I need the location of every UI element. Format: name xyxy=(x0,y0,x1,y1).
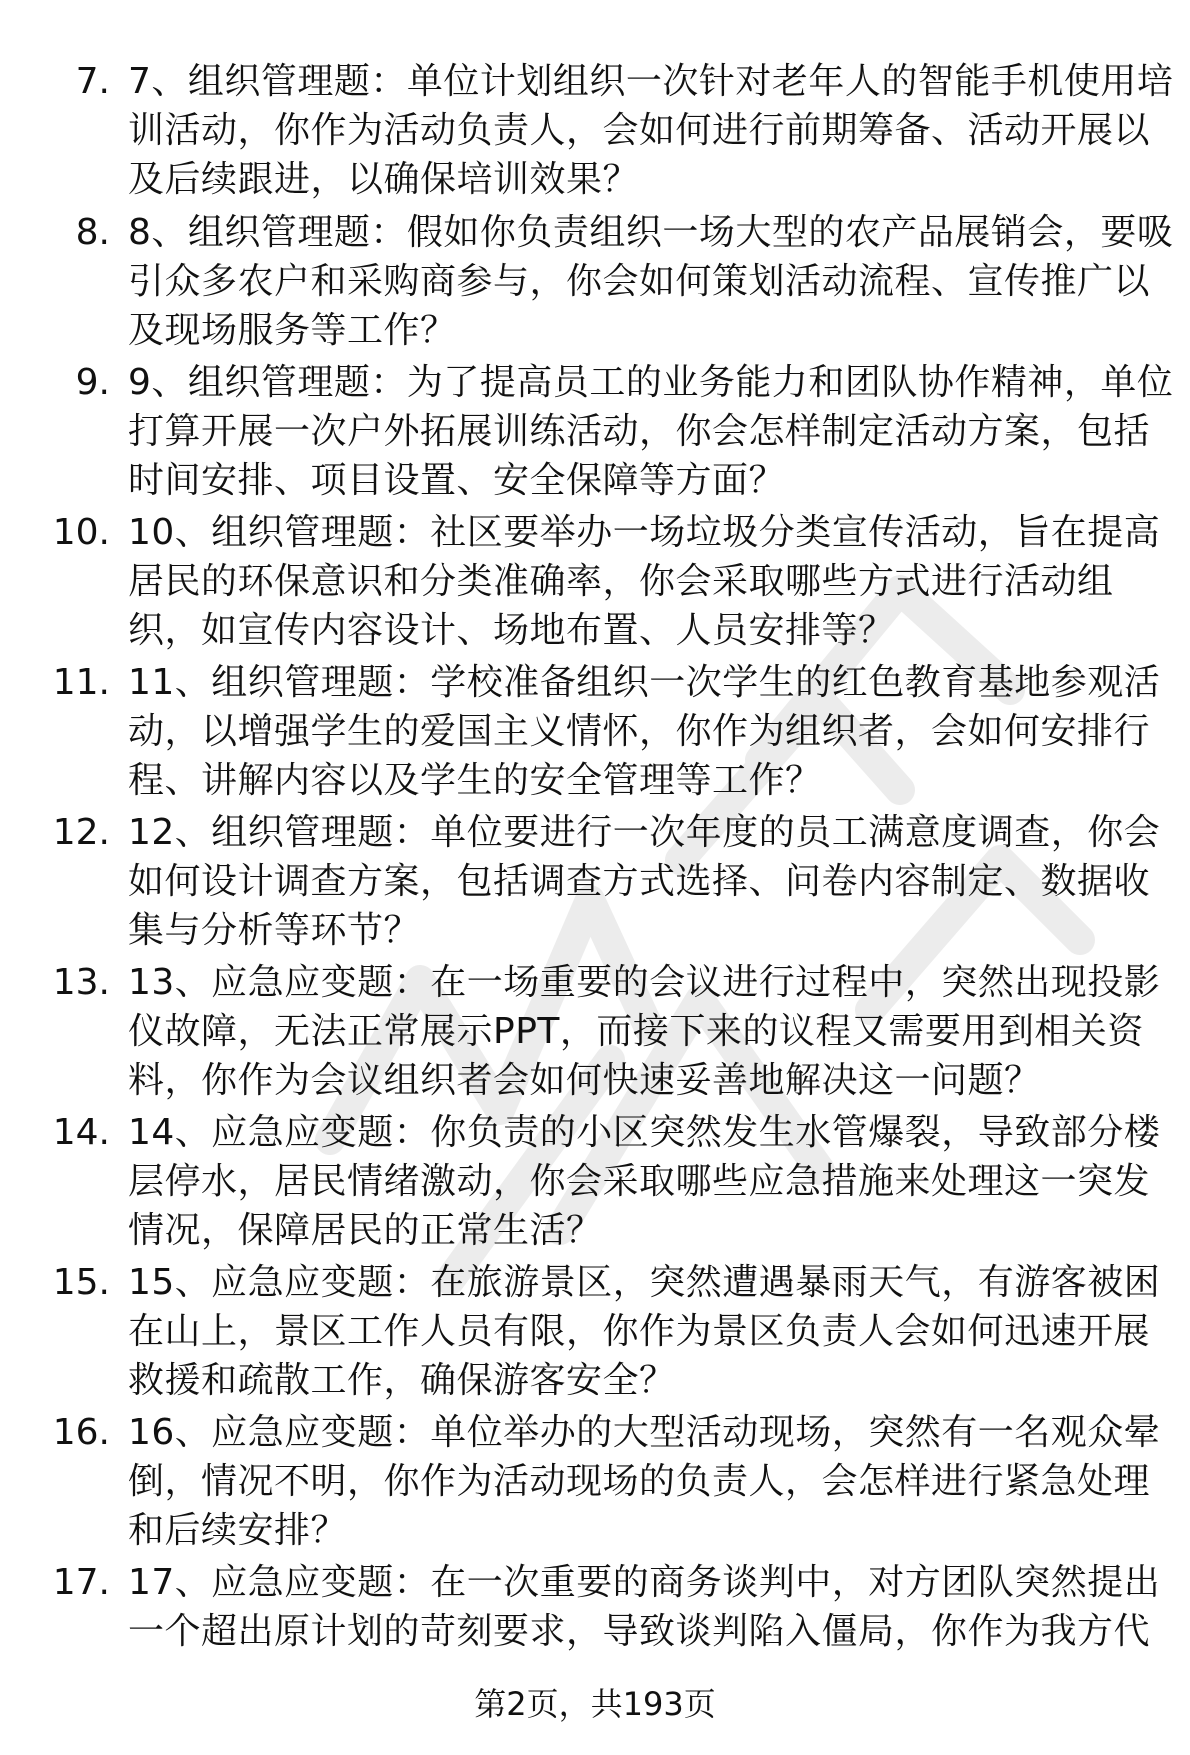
item-text: 9、组织管理题：为了提高员工的业务能力和团队协作精神，单位打算开展一次户外拓展训练活动，你会怎样制定活动方案，包括时间安排、项目设置、安全保障等方面？ xyxy=(128,362,1174,501)
item-text: 13、应急应变题：在一场重要的会议进行过程中，突然出现投影仪故障，无法正常展示PPT，而接下来的议程又需要用到相关资料，你作为会议组织者会如何快速妥善地解决这一问题？ xyxy=(128,962,1161,1101)
page-number-footer: 第2页，共193页 xyxy=(474,1685,716,1723)
item-text: 17、应急应变题：在一次重要的商务谈判中，对方团队突然提出一个超出原计划的苛刻要求，导致谈判陷入僵局，你作为我方代 xyxy=(128,1562,1161,1652)
item-text: 12、组织管理题：单位要进行一次年度的员工满意度调查，你会如何设计调查方案，包括调查方式选择、问卷内容制定、数据收集与分析等环节？ xyxy=(128,812,1161,951)
item-number: 17. xyxy=(52,1562,110,1603)
item-number: 16. xyxy=(52,1412,110,1453)
item-number: 15. xyxy=(52,1262,110,1303)
item-number: 7. xyxy=(75,61,110,102)
item-number: 14. xyxy=(52,1112,110,1153)
item-number: 10. xyxy=(52,512,110,553)
item-number: 13. xyxy=(52,962,110,1003)
item-text: 16、应急应变题：单位举办的大型活动现场，突然有一名观众晕倒，情况不明，你作为活动现场的负责人，会怎样进行紧急处理和后续安排？ xyxy=(128,1412,1161,1551)
item-number: 11. xyxy=(52,662,110,703)
item-text: 15、应急应变题：在旅游景区，突然遭遇暴雨天气，有游客被困在山上，景区工作人员有限，你作为景区负责人会如何迅速开展救援和疏散工作，确保游客安全？ xyxy=(128,1262,1161,1401)
item-text: 8、组织管理题：假如你负责组织一场大型的农产品展销会，要吸引众多农户和采购商参与，你会如何策划活动流程、宣传推广以及现场服务等工作？ xyxy=(128,212,1174,351)
item-text: 11、组织管理题：学校准备组织一次学生的红色教育基地参观活动，以增强学生的爱国主义情怀，你作为组织者，会如何安排行程、讲解内容以及学生的安全管理等工作？ xyxy=(128,662,1161,801)
item-number: 12. xyxy=(52,812,110,853)
item-text: 14、应急应变题：你负责的小区突然发生水管爆裂，导致部分楼层停水，居民情绪激动，你会采取哪些应急措施来处理这一突发情况，保障居民的正常生活？ xyxy=(128,1112,1161,1251)
item-text: 10、组织管理题：社区要举办一场垃圾分类宣传活动，旨在提高居民的环保意识和分类准确率，你会采取哪些方式进行活动组织，如宣传内容设计、场地布置、人员安排等？ xyxy=(128,512,1161,651)
item-text: 7、组织管理题：单位计划组织一次针对老年人的智能手机使用培训活动，你作为活动负责人，会如何进行前期筹备、活动开展以及后续跟进，以确保培训效果？ xyxy=(128,61,1174,200)
item-number: 9. xyxy=(75,362,110,403)
item-number: 8. xyxy=(75,212,110,253)
